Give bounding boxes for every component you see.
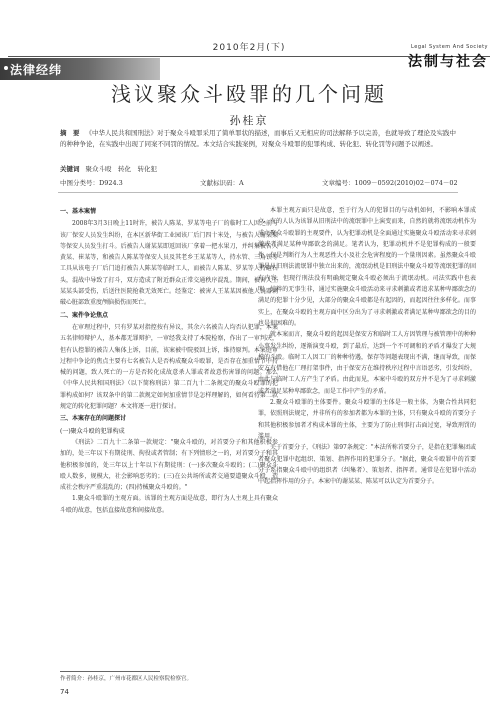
article-title: 浅议聚众斗殴罪的几个问题 (111, 82, 387, 106)
paragraph: 1.聚众斗殴罪的主观方面。该罪的主观方面是故意，即行为人主观上具有聚众斗殴的故意，包括直接故意和间接故意。 (60, 495, 278, 514)
column-tag: 法律经纬 (10, 63, 63, 77)
paragraph: 本罪主观方面只是故意，至于行为人的犯罪目的与动机如何，不影响本罪成立。有的人认为该罪从旧刑法中的流氓罪中上演变而来，自然的就将流氓动机作为成立聚众斗殴罪的主观要件，认为犯罪动机是全面通过实施聚众斗殴活动来寻求刺激或者满足某种卑鄙欲念的满足。笔者认为，犯罪动机并不是犯罪构成的一般要件，仅是判断行为人主观恶性大小及社会危害程度的一个量刑因素。虽然聚众斗殴罪是从旧刑法流氓罪中独立出来的，流氓动机是旧刑法中聚众斗殴等流氓犯罪的固有内容，但现行刑法没有明确规定聚众斗殴必须出于流氓动机。司法实践中也表明，纯粹的无事生非，通过实施聚众斗殴活动来寻求刺激或者追求某种卑鄙欲念的满足的犯罪十分少见，大部分的聚众斗殴都是有起因的，而起因往往多样化。而事实上，在聚众斗殴的主观方面中区分出为了寻求刺激或者满足某种卑鄙欲念的目的也是很困难的。 (258, 207, 476, 327)
section-heading: (一)聚众斗殴的犯罪构成 (60, 427, 125, 435)
masthead (408, 44, 488, 71)
article-number: 文章编号：1009－0592(2010)02－074－02 (322, 179, 458, 187)
document-code: 文献标识码：A (200, 179, 244, 187)
page-number: 74 (60, 688, 69, 696)
paragraph: 《刑法》二百九十二条第一款规定："聚众斗殴的，对首要分子和其他积极参加的，处三年以下有期徒刑、拘役或者管制；有下列情形之一的，对首要分子和其他积极参加的，处三年以上十年以下有期徒刑：(一)多次聚众斗殴的；(二)聚众斗殴人数多，规模大，社会影响恶劣的；(三)在公共场所或者交通要道聚众斗殴，造成社会秩序严重混乱的；(四)持械聚众斗殴的。" (60, 438, 278, 492)
keywords-text: 聚众斗殴 转化 转化犯 (85, 165, 157, 173)
bullet-icon (4, 66, 8, 70)
article-author: 孙桂京 (229, 114, 269, 127)
author-footnote: 作者简介：孙桂京，广州市花都区人民检察院检察官。 (60, 676, 193, 682)
paragraph: 2.聚众斗殴罪的主体要件。聚众斗殴罪的主体是一般主体，为聚合性共同犯罪，依照刑法规定，并非所有的参加者都为本罪的主体，只有聚众斗殴的首要分子和其他积极参加者才构成本罪的主体，主要为了防止刑事打击面过宽，导致刑罚的滥用。 (258, 399, 476, 440)
masthead-chinese: 法制与社会 (408, 54, 488, 70)
issue-date: 2010年2月(下) (212, 43, 286, 53)
column-banner (0, 58, 160, 80)
clc-number: 中图分类号：D924.3 (60, 179, 123, 187)
section-heading: 二、案件争论焦点 (60, 311, 109, 319)
abstract-text: 《中华人民共和国刑法》对于聚众斗殴罪采用了简单罪状的描述，而事后又无相应的司法解释予以完善，也就导致了理论及实践中的种种争论，在实践中出现了同案不同罚的情况。本文结合实践案例，对聚众斗殴罪的犯罪构成、转化犯、转化罚等问题予以阐述。 (60, 129, 456, 148)
section-heading: 三、本案存在的问题探讨 (60, 415, 127, 423)
paragraph: 2008年3月3日晚上11时许，被告人陈某、罗某等电子厂的临时工人因之前与该厂保安人员发生纠纷，在本区新华街工业园该厂后门四十米处，与被告人谢某某等保安人员发生打斗。后被告人谢某某即返回该厂拿着一把水果刀，并纠集被告人黄某、崔某等，和被告人陈某等保安人员及其老乡王某某等人，持水管、三角铁等工具从该电子厂后门追打被告人陈某等临时工人，而被告人陈某、罗某等人持砸石头，混战中导致了打斗，双方造成了附近群众正常交通秩序混乱。期间，被害人王某某头部受伤，后送往医院抢救无效死亡。经鉴定：被害人王某某因被他人锐器刺破心脏部致重度颅脑损伤而死亡。 (60, 220, 278, 307)
keywords-label: 关键词 (60, 165, 80, 173)
right-column (258, 205, 476, 487)
keywords (60, 164, 157, 173)
left-column (60, 205, 278, 516)
footnote-rule (60, 671, 160, 672)
divider (58, 192, 458, 193)
abstract (60, 128, 460, 149)
masthead-english: Legal System And Society (411, 44, 488, 50)
paragraph: 在审理过程中，只有罗某对指控按有异议，其余六名被告人均否认犯罪，本案五名律师辩护人，基本都无罪辩护，一审经我支持了本院检察，作出了一审判决，但有认控罪的被告人集体上诉，目前，该案被中院驳回上诉，维持原判。本案庭审过程中争论的焦点主要有七名被告人是否构成聚众斗殴罪，是否存在加重情节中持械的问题，致人死亡的一方是否转化成故意杀人罪或者故意伤害罪的问题。那么《中华人民共和国刑法》（以下简称刑法）第二百九十二条规定的聚众斗殴罪的犯罪构成如何？该双条中的第二款规定如何加重情节是怎样理解的，如何看待第二款规定的转化犯罪问题？本文将逐一进行探讨。 (60, 323, 278, 411)
paragraph: 关于首要分子，《刑法》第97条规定："本法所称首要分子，是指在犯罪集团或者聚众犯罪中起组织、策划、指挥作用的犯罪分子。"据此，聚众斗殴罪中的首要分子系指聚众斗殴中的组织者（纠集者）、策划者、指挥者。通常是在犯罪中活动中起指挥作用的分子。本案中的谢某某、陈某可以认定为首要分子。 (258, 444, 476, 486)
section-heading: 一、基本案情 (60, 208, 97, 215)
abstract-label: 摘 要 (60, 129, 80, 137)
paragraph: 就本案而言，聚众斗殴的起因是保安方和临时工人方因管理与被管理中的种种小事发生纠纷，逐渐演变斗殴，到了最后，达到一个不可调和的矛盾才爆发了大规模的斗殴。临时工人因工厂的种种待遇，保存等问题表现出不满，继而导致，而保安方有借他在厂理打架事件，由于保安方在维持秩序过程中言语恶劣，引发纠纷，由此与临时工人方产生了矛盾。由此而见，本案中斗殴的双方并不是为了寻求刺激或者满足某种卑鄙欲念，而是工作中产生的矛盾。 (258, 331, 476, 395)
